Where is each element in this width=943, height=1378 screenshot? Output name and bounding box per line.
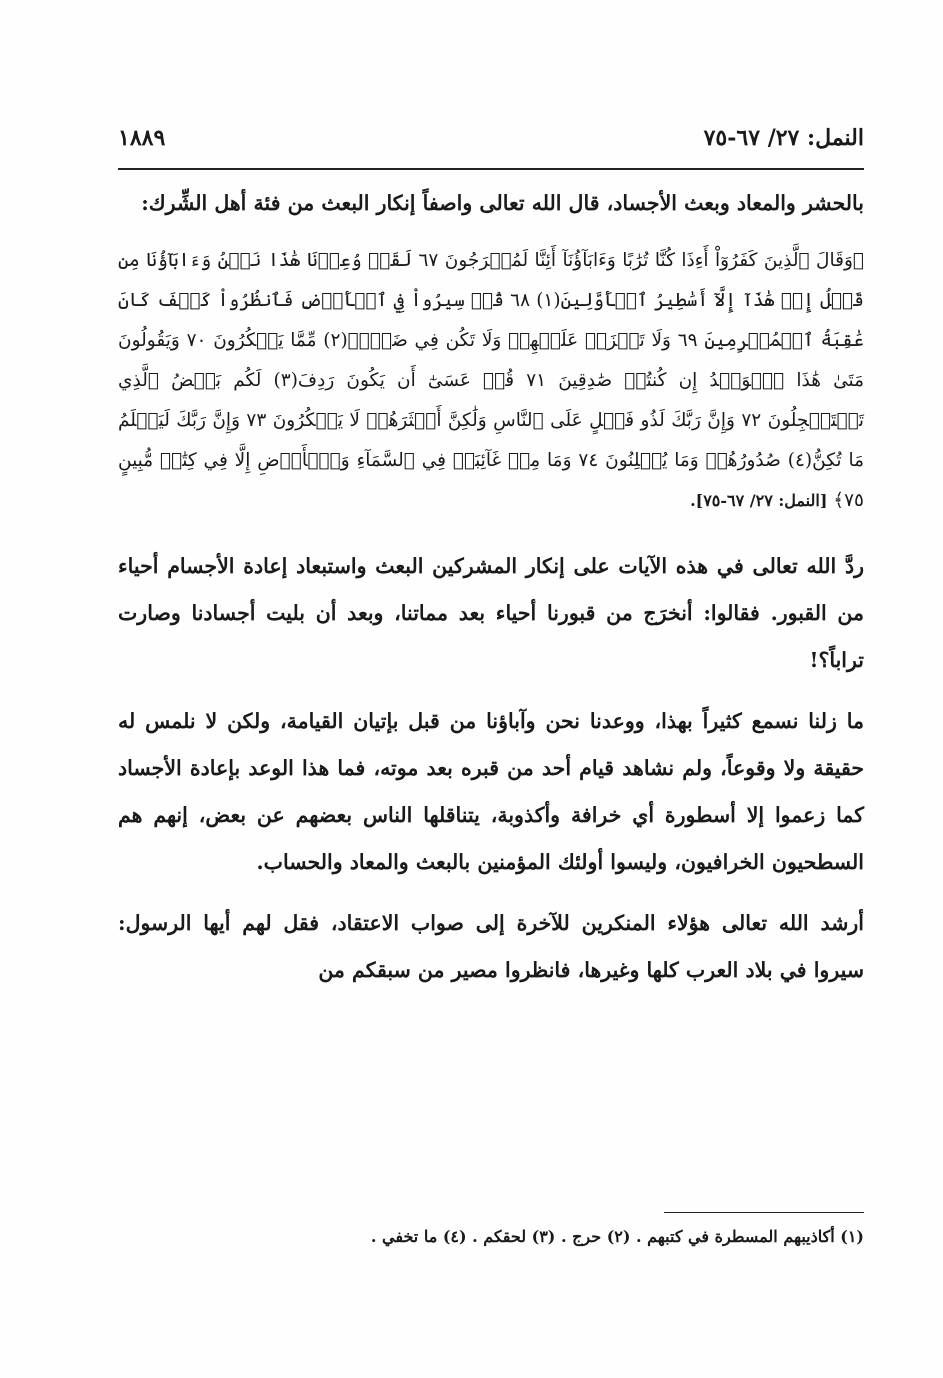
surah-reference: النمل: ٢٧/ ٦٧-٧٥ <box>703 125 864 151</box>
quran-reference: [النمل: ٢٧/ ٦٧-٧٥]. <box>690 491 828 510</box>
page-header <box>118 118 864 158</box>
footnotes: (١) أكاذيبهم المسطرة في كتبهم . (٢) حرج . (٣) لحقكم . (٤) ما تخفي . <box>370 1227 864 1246</box>
paragraph-3: ما زلنا نسمع كثيراً بهذا، ووعدنا نحن وآباؤنا من قبل بإتيان القيامة، ولكن لا نلمس له حقيقة ولا وقوعاً، ولم نشاهد قيام أحد من قبره بعد موته، فما هذا الوعد بإعادة الأجساد كما زعموا إلا أسطورة أي خرافة وأكذوبة، يتناقلها الناس بعضهم عن بعض، إنهم هم السطحيون الخرافيون، وليسوا أولئك المؤمنين بالبعث والمعاد والحساب. <box>118 709 864 874</box>
page-body <box>118 180 864 1008</box>
paragraph-4: أرشد الله تعالى هؤلاء المنكرين للآخرة إلى صواب الاعتقاد، فقل لهم أيها الرسول: سيروا في بلاد العرب كلها وغيرها، فانظروا مصير من سبقكم من <box>118 911 864 982</box>
footnote-rule <box>664 1212 864 1213</box>
quran-text: ﴿وَقَالَ ٱلَّذِينَ كَفَرُوٓاْ أَءِذَا كُنَّا تُرَٰبًا وَءَابَآؤُنَآ أَئِنَّا لَمُخۡرَجُونَ ٦٧ لَقَدۡ وُعِدۡنَا هَٰذَا نَحۡنُ وَءَابَآؤُنَا مِن قَبۡلُ إِنۡ هَٰذَآ إِلَّآ أَسَٰطِيرُ ٱلۡأَوَّلِينَ(١) ٦٨ قُلۡ سِيرُواْ فِي ٱلۡأَرۡضِ فَٱنظُرُواْ كَيۡفَ كَانَ عَٰقِبَةُ ٱلۡمُجۡرِمِينَ ٦٩ وَلَا تَحۡزَنۡ عَلَيۡهِمۡ وَلَا تَكُن فِي ضَيۡقٖ(٢) مِّمَّا يَمۡكُرُونَ ٧٠ وَيَقُولُونَ مَتَىٰ هَٰذَا ٱلۡوَعۡدُ إِن كُنتُمۡ صَٰدِقِينَ ٧١ قُلۡ عَسَىٰٓ أَن يَكُونَ رَدِفَ(٣) لَكُم بَعۡضُ ٱلَّذِي تَسۡتَعۡجِلُونَ ٧٢ وَإِنَّ رَبَّكَ لَذُو فَضۡلٍ عَلَى ٱلنَّاسِ وَلَٰكِنَّ أَكۡثَرَهُمۡ لَا يَشۡكُرُونَ ٧٣ وَإِنَّ رَبَّكَ لَيَعۡلَمُ مَا تُكِنُّ(٤) صُدُورُهُمۡ وَمَا يُعۡلِنُونَ ٧٤ وَمَا مِنۡ غَآئِبَةٖ فِي ٱلسَّمَآءِ وَٱلۡأَرۡضِ إِلَّا فِي كِتَٰبٖ مُّبِينٍ ٧٥﴾ <box>118 250 865 511</box>
header-rule <box>118 168 864 170</box>
quran-passage <box>118 241 864 521</box>
intro-paragraph: بالحشر والمعاد وبعث الأجساد، قال الله تعالى واصفاً إنكار البعث من فئة أهل الشِّرك: <box>141 191 864 215</box>
page-number: ١٨٨٩ <box>118 125 166 151</box>
paragraph-2: ردَّ الله تعالى في هذه الآيات على إنكار المشركين البعث واستبعاد إعادة الأجسام أحياء من القبور. فقالوا: أنخرَج من قبورنا أحياء بعد مماتنا، وبعد أن بليت أجسادنا وصارت تراباً؟! <box>118 554 864 672</box>
